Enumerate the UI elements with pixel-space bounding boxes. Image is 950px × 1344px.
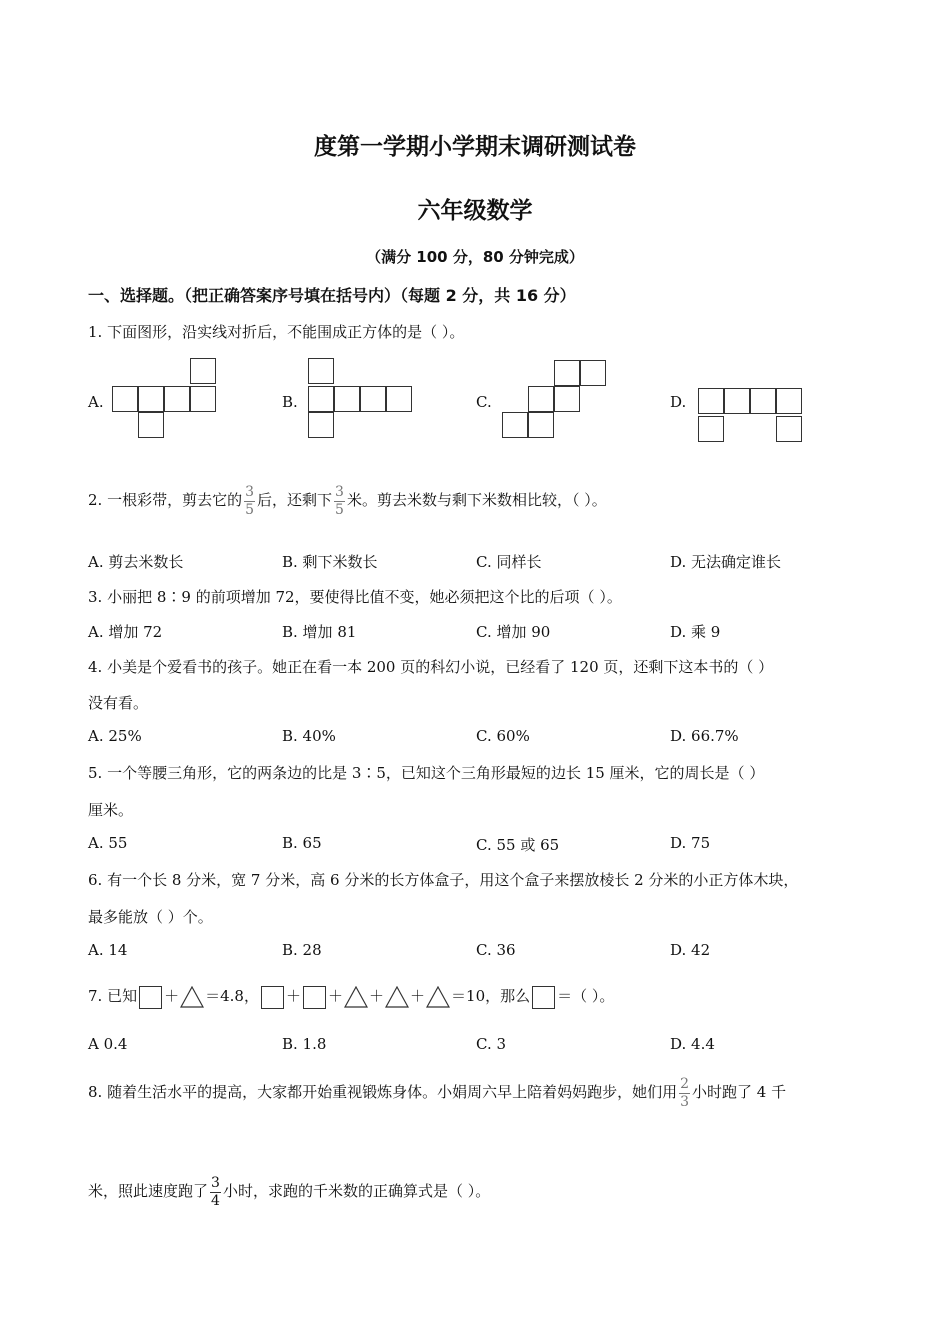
q2-prefix: 2. 一根彩带，剪去它的 [88, 491, 243, 509]
q3-option-a: A. 增加 72 [88, 623, 163, 641]
q8-line2-prefix: 米，照此速度跑了 [88, 1182, 209, 1200]
q7-eq3: ＝（ ）。 [557, 987, 615, 1005]
exam-note: （满分 100 分，80 分钟完成） [366, 248, 584, 266]
q7-prefix: 7. 已知 [88, 987, 138, 1005]
q6-option-b: B. 28 [282, 941, 322, 959]
question-3: 3. 小丽把 8∶9 的前项增加 72，要使得比值不变，她必须把这个比的后项（ ）。 [88, 588, 622, 606]
q8-fraction-1 [679, 1076, 690, 1111]
question-7 [88, 983, 614, 1009]
q2-fraction-1 [244, 484, 255, 519]
q2-frac2-num: 3 [335, 483, 344, 500]
q4-option-b: B. 40% [282, 727, 336, 745]
q7-option-a: A 0.4 [88, 1035, 128, 1053]
q6-option-c: C. 36 [476, 941, 516, 959]
q7-plus: ＋ [164, 987, 180, 1005]
triangle-shape-icon [344, 986, 368, 1008]
q1-net-c [502, 360, 612, 444]
q7-eq1: ＝4.8， [205, 987, 259, 1005]
q8-fraction-2 [210, 1175, 221, 1210]
q4-option-c: C. 60% [476, 727, 530, 745]
q8-frac2-den: 4 [211, 1192, 220, 1209]
question-6-line-2: 最多能放（ ）个。 [88, 908, 213, 926]
q5-option-d: D. 75 [670, 834, 711, 852]
q2-fraction-2 [334, 484, 345, 519]
q3-option-d: D. 乘 9 [670, 623, 721, 641]
q7-option-d: D. 4.4 [670, 1035, 715, 1053]
q1-option-a-label: A. [88, 393, 104, 411]
subject-title: 六年级数学 [417, 198, 533, 224]
question-6-line-1: 6. 有一个长 8 分米，宽 7 分米，高 6 分米的长方体盒子，用这个盒子来摆放棱长 2 分米的小正方体木块， [88, 871, 799, 889]
q2-frac1-num: 3 [245, 483, 255, 500]
triangle-shape-icon [180, 986, 204, 1008]
q2-option-c: C. 同样长 [476, 553, 542, 571]
section-heading: 一、选择题。（把正确答案序号填在括号内）（每题 2 分，共 16 分） [88, 286, 576, 305]
q2-option-b: B. 剩下米数长 [282, 553, 378, 571]
q7-plus: ＋ [285, 987, 301, 1005]
q2-option-d: D. 无法确定谁长 [670, 553, 782, 571]
q2-option-a: A. 剪去米数长 [88, 553, 184, 571]
q3-option-b: B. 增加 81 [282, 623, 357, 641]
triangle-shape-icon [426, 986, 450, 1008]
triangle-shape-icon [385, 986, 409, 1008]
question-8-line-1 [88, 1068, 786, 1116]
q8-prefix: 8. 随着生活水平的提高，大家都开始重视锻炼身体。小娟周六早上陪着妈妈跑步，她们用 [88, 1083, 678, 1101]
q1-option-c-label: C. [476, 393, 492, 411]
q2-frac2-den: 5 [335, 501, 344, 518]
q7-eq2: ＝10，那么 [451, 987, 531, 1005]
q7-plus: ＋ [410, 987, 426, 1005]
q4-option-d: D. 66.7% [670, 727, 739, 745]
q8-line2-suffix: 小时，求跑的千米数的正确算式是（ ）。 [222, 1182, 491, 1200]
q1-net-a [112, 358, 222, 442]
q7-option-b: B. 1.8 [282, 1035, 327, 1053]
question-2 [88, 476, 607, 524]
q5-option-b: B. 65 [282, 834, 322, 852]
q1-net-b [308, 358, 418, 442]
q5-option-a: A. 55 [88, 834, 128, 852]
q6-option-d: D. 42 [670, 941, 711, 959]
square-shape-icon [261, 986, 284, 1009]
q1-option-d-label: D. [670, 393, 687, 411]
q3-option-c: C. 增加 90 [476, 623, 551, 641]
q4-option-a: A. 25% [88, 727, 142, 745]
q2-frac1-den: 5 [245, 501, 255, 518]
q2-suffix: 米。剪去米数与剩下米数相比较，（ ）。 [346, 491, 607, 509]
page-title: 度第一学期小学期末调研测试卷 [314, 134, 636, 160]
q8-mid: 小时跑了 4 千 [692, 1083, 787, 1101]
square-shape-icon [532, 986, 555, 1009]
question-8-line-2 [88, 1167, 490, 1215]
q8-frac1-num: 2 [680, 1075, 690, 1092]
q1-option-b-label: B. [282, 393, 298, 411]
square-shape-icon [139, 986, 162, 1009]
q7-plus: ＋ [369, 987, 385, 1005]
question-1: 1. 下面图形，沿实线对折后，不能围成正方体的是（ ）。 [88, 323, 465, 341]
q1-net-d [698, 388, 808, 446]
q5-option-c: C. 55 或 65 [476, 836, 560, 854]
square-shape-icon [303, 986, 326, 1009]
q6-option-a: A. 14 [88, 941, 128, 959]
question-5-line-2: 厘米。 [88, 801, 134, 819]
question-4-line-1: 4. 小美是个爱看书的孩子。她正在看一本 200 页的科幻小说，已经看了 120 页，还剩下这本书的（ ） [88, 658, 774, 676]
q7-plus: ＋ [327, 987, 343, 1005]
q2-middle: 后，还剩下 [257, 491, 333, 509]
q8-frac2-num: 3 [211, 1174, 220, 1191]
q7-option-c: C. 3 [476, 1035, 507, 1053]
q8-frac1-den: 3 [680, 1093, 690, 1110]
question-5-line-1: 5. 一个等腰三角形，它的两条边的比是 3∶5，已知这个三角形最短的边长 15 厘米，它的周长是（ ） [88, 764, 765, 782]
question-4-line-2: 没有看。 [88, 694, 149, 712]
